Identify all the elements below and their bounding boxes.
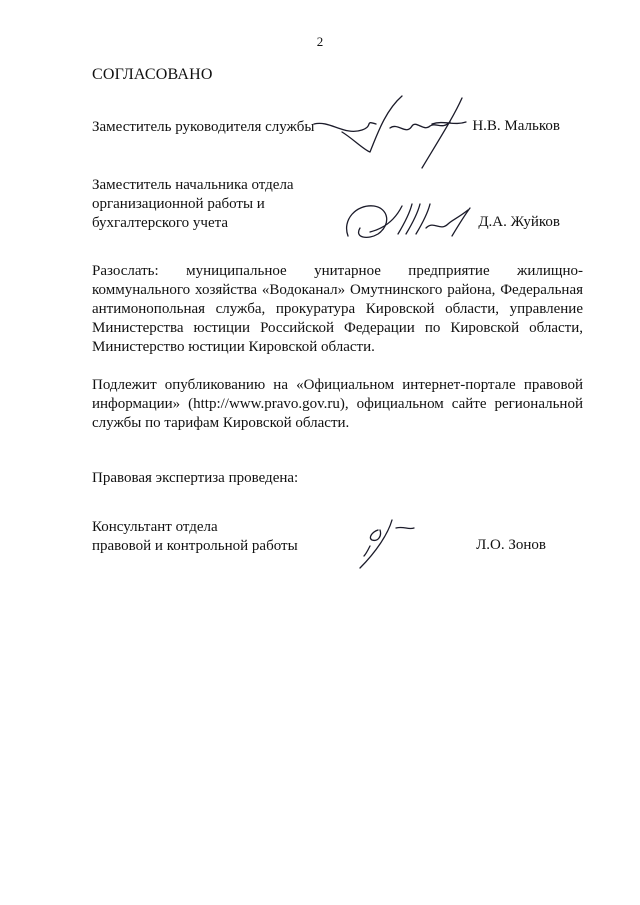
approval-heading: СОГЛАСОВАНО [92, 66, 213, 83]
page-number: 2 [316, 34, 324, 49]
signature-3-image [348, 516, 428, 574]
distribution-list: Разослать: муниципальное унитарное предприятие жилищно-коммунального хозяйства «Водоканал» Омутнинского района, Федеральная антимонопольная служба, прокуратура Кировской области, управление Министерства юстиции Российской Федерации по Кировской области, Министерство юстиции Кировской области. [92, 263, 583, 355]
reviewer-name: Л.О. Зонов [476, 537, 546, 553]
position-line: бухгалтерского учета [92, 215, 229, 231]
publication-note: Подлежит опубликованию на «Официальном интернет-портале правовой информации» (http://www.pravo.gov.ru), официальном сайте региональной службы по тарифам Кировской области. [92, 377, 583, 431]
legal-review-statement: Правовая экспертиза проведена: [92, 470, 299, 486]
position-line: Заместитель начальника отдела [92, 177, 294, 193]
signature-1-image [312, 92, 482, 172]
position-line: правовой и контрольной работы [92, 538, 298, 554]
reviewer-block [92, 518, 560, 556]
signer-block-2 [92, 176, 560, 233]
signer-1-name: Н.В. Мальков [472, 118, 560, 134]
signer-2-name: Д.А. Жуйков [478, 214, 560, 230]
position-line: организационной работы и [92, 196, 265, 212]
position-line: Консультант отдела [92, 519, 218, 535]
position-line: Заместитель руководителя службы [92, 119, 315, 135]
signature-2-image [340, 198, 475, 242]
